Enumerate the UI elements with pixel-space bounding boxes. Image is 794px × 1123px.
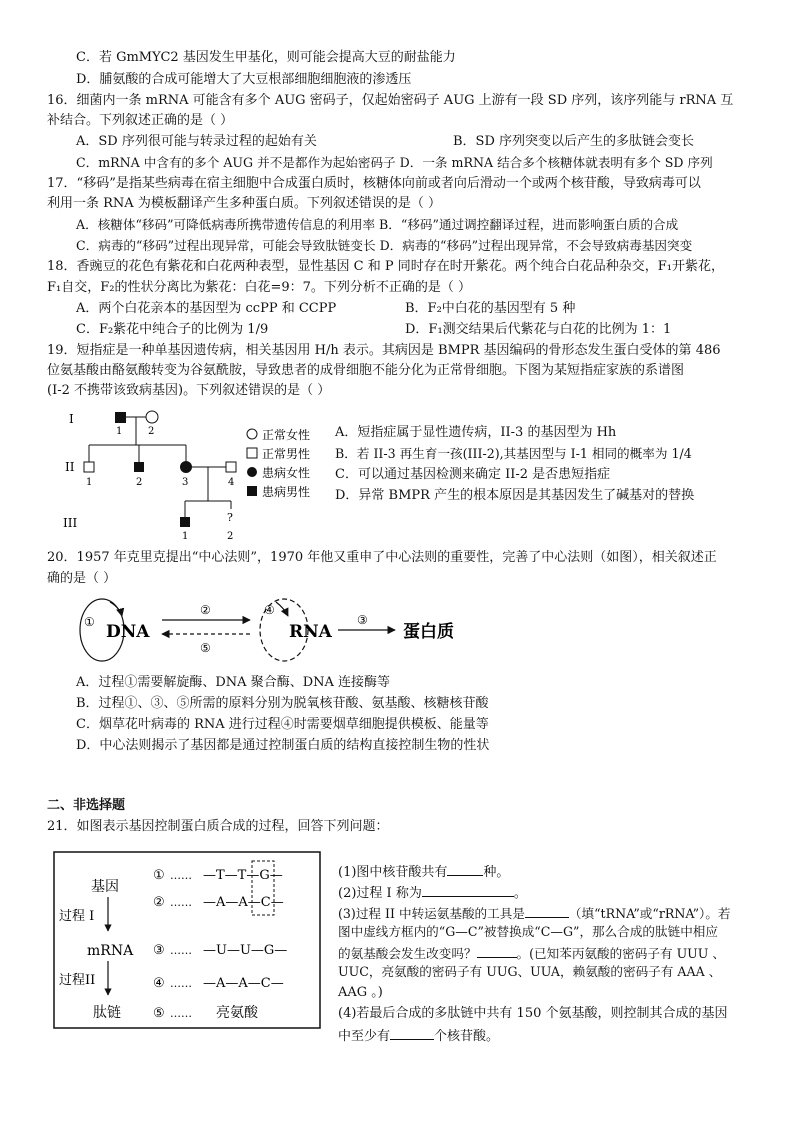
label-III2: 2 <box>227 531 234 542</box>
mrna-strand: —U—U—G— <box>203 943 288 958</box>
q20-option-b: B．过程①、③、⑤所需的原料分别为脱氧核苷酸、氨基酸、核糖核苷酸 <box>76 696 489 711</box>
q20-option-c: C．烟草花叶病毒的 RNA 进行过程④时需要烟草细胞提供模板、能量等 <box>76 717 489 732</box>
q19-stem-line1: 19．短指症是一种单基因遗传病，相关基因用 H/h 表示。其病因是 BMPR 基因编码的骨形态发生蛋白受体的第 486 <box>47 343 721 358</box>
q20-option-d: D．中心法则揭示了基因都是通过控制蛋白质的结构直接控制生物的性状 <box>76 738 490 753</box>
label-III1: 1 <box>182 531 189 542</box>
pedigree-I2-normal-female <box>146 411 158 423</box>
q17-stem-line2: 利用一条 RNA 为模板翻译产生多种蛋白质。下列叙述错误的是（ ） <box>47 196 441 211</box>
dna-strand-1: —T—T—G— <box>203 868 283 883</box>
q15-option-c: C．若 GmMYC2 基因发生甲基化，则可能会提高大豆的耐盐能力 <box>76 50 456 65</box>
q21-p2-text-a: (2)过程 I 称为 <box>338 886 422 901</box>
gene-expression-figure <box>53 851 323 1031</box>
q17-option-cd: C．病毒的“移码”过程出现异常，可能会导致肽链变长 D．病毒的“移码”过程出现异常，不会导致病毒基因突变 <box>76 238 693 253</box>
peptide-label: 肽链 <box>93 1005 121 1021</box>
q16-stem-line2: 补结合。下列叙述正确的是（ ） <box>47 113 234 128</box>
process-3-label: ③ <box>357 613 368 627</box>
q21-p3-text-d: 的氨基酸会发生改变吗？ <box>338 946 477 961</box>
mrna-label: mRNA <box>87 943 134 959</box>
pedigree-III1-affected-male <box>180 517 190 527</box>
pedigree-I1-affected-male <box>115 412 126 423</box>
q18-stem-line2: F₁自交，F₂的性状分离比为紫花：白花=9：7。下列分析不正确的是（ ） <box>47 280 472 295</box>
q19-option-a: A．短指症属于显性遗传病，II-3 的基因型为 Hh <box>335 425 617 440</box>
central-dogma-diagram <box>70 594 480 668</box>
q21-p2-text-b: 。 <box>513 886 527 901</box>
q19-stem-line3: (I-2 不携带该致病基因)。下列叙述错误的是（ ） <box>47 383 331 398</box>
q16-option-a: A．SD 序列很可能与转录过程的起始有关 <box>76 134 317 149</box>
row-1-dots: …… <box>170 869 192 882</box>
q21-part-4-line1: (4)若最后合成的多肽链中共有 150 个氨基酸，则控制其合成的基因 <box>338 1006 728 1021</box>
q17-stem-line1: 17．“移码”是指某些病毒在宿主细胞中合成蛋白质时，核糖体向前或者向后滑动一个或两个核苷酸，导致病毒可以 <box>47 176 701 191</box>
row-2-marker: ② <box>153 895 165 910</box>
label-II2: 2 <box>136 477 143 488</box>
row-3-marker: ③ <box>153 943 165 958</box>
generation-label-ii: II <box>65 460 75 474</box>
q21-p1-text-b: 种。 <box>483 865 510 880</box>
q21-part-3-line4: UUC，亮氨酸的密码子有 UUG、UUA，赖氨酸的密码子有 AAA 、 <box>338 964 722 979</box>
q21-p4-text-b: 中至少有 <box>338 1029 391 1044</box>
q20-stem-line2: 确的是（ ） <box>47 571 117 586</box>
row-2-dots: …… <box>170 896 192 909</box>
q18-option-b: B．F₂中白花的基因型有 5 种 <box>405 301 576 316</box>
legend-normal-male: 正常男性 <box>262 447 311 461</box>
label-II1: 1 <box>86 477 93 488</box>
row-4-marker: ④ <box>153 976 165 991</box>
pedigree-III2-unknown: ? <box>227 511 233 524</box>
pedigree-II3-affected-female <box>180 461 192 473</box>
legend-normal-male-icon <box>247 448 257 458</box>
process-1-label: ① <box>84 615 95 629</box>
q18-option-a: A．两个白花亲本的基因型为 ccPP 和 CCPP <box>76 301 337 316</box>
generation-label-i: I <box>69 412 74 426</box>
label-II4: 4 <box>228 477 235 488</box>
label-II3: 3 <box>182 477 189 488</box>
q20-option-a: A．过程①需要解旋酶、DNA 聚合酶、DNA 连接酶等 <box>76 675 391 690</box>
q21-part-3-line3 <box>338 943 725 963</box>
label-I2: 2 <box>148 426 155 437</box>
q19-stem-line2: 位氨基酸由酪氨酸转变为谷氨酰胺，导致患者的成骨细胞不能分化为正常骨细胞。下图为某短指症家族的系谱图 <box>47 363 685 378</box>
process-4-label: ④ <box>264 603 275 617</box>
dna-label: DNA <box>106 622 150 642</box>
q21-part-2 <box>338 882 527 903</box>
legend-normal-female: 正常女性 <box>262 428 311 442</box>
q16-option-cd: C．mRNA 中含有的多个 AUG 并不是都作为起始密码子 D．一条 mRNA 结合多个核糖体就表明有多个 SD 序列 <box>76 155 713 170</box>
pedigree-II1-normal-male <box>84 462 94 472</box>
q21-part-3-line5: AAG 。) <box>338 985 383 1000</box>
legend-affected-male-icon <box>247 486 257 496</box>
dna-strand-2: —A—A—C— <box>203 895 284 910</box>
pedigree-II4-normal-male <box>226 462 236 472</box>
q18-stem-line1: 18．香豌豆的花色有紫花和白花两种表型，显性基因 C 和 P 同时存在时开紫花。两个纯合白花品种杂交，F₁开紫花， <box>47 259 724 274</box>
q18-option-d: D．F₁测交结果后代紫花与白花的比例为 1：1 <box>405 322 672 337</box>
row-1-marker: ① <box>153 868 165 883</box>
pedigree-II2-affected-male <box>134 462 144 472</box>
q21-p4-answer-blank[interactable] <box>390 1025 434 1040</box>
q21-p3-text-b: （填“tRNA”或“rRNA”）。若 <box>568 906 731 921</box>
process-1-label: 过程 I <box>59 909 95 924</box>
q21-p1-answer-blank[interactable] <box>447 861 483 876</box>
q15-option-d: D．脯氨酸的合成可能增大了大豆根部细胞细胞液的渗透压 <box>76 72 412 87</box>
q21-p3-answer-blank-1[interactable] <box>525 903 569 918</box>
legend-normal-female-icon <box>247 429 257 439</box>
q21-part-3-line1 <box>338 903 731 923</box>
legend-affected-female-icon <box>247 467 257 477</box>
q21-p1-text-a: (1)图中核苷酸共有 <box>338 865 448 880</box>
row-4-dots: …… <box>170 977 192 990</box>
process-2-label: ② <box>200 603 211 617</box>
q19-option-c: C．可以通过基因检测来确定 II-2 是否患短指症 <box>335 467 611 482</box>
q17-option-ab: A．核糖体“移码”可降低病毒所携带遗传信息的利用率 B．“移码”通过调控翻译过程，进而影响蛋白质的合成 <box>76 217 679 232</box>
q21-p2-answer-blank[interactable] <box>422 882 514 897</box>
pedigree-chart <box>55 405 345 545</box>
generation-label-iii: III <box>63 516 78 530</box>
q19-option-d: D．异常 BMPR 产生的根本原因是其基因发生了碱基对的替换 <box>335 488 695 503</box>
q21-stem: 21．如图表示基因控制蛋白质合成的过程，回答下列问题： <box>47 819 389 834</box>
legend-affected-female: 患病女性 <box>262 466 311 480</box>
protein-label: 蛋白质 <box>403 622 454 642</box>
q21-p4-text-c: 个核苷酸。 <box>434 1029 500 1044</box>
q21-p3-text-a: (3)过程 II 中转运氨基酸的工具是 <box>338 906 525 921</box>
q21-part-4-line2 <box>338 1025 499 1046</box>
q21-part-3-line2: 图中虚线方框内的“G—C”被替换成“C—G”，那么合成的肽链中相应 <box>338 924 718 939</box>
section-2-title: 二、非选择题 <box>47 798 126 813</box>
row-3-dots: …… <box>170 944 192 957</box>
rna-label: RNA <box>289 622 332 642</box>
q18-option-c: C．F₂紫花中纯合子的比例为 1/9 <box>76 322 269 337</box>
q16-option-b: B．SD 序列突变以后产生的多肽链会变长 <box>453 134 695 149</box>
q21-p3-text-e: 。(已知苯丙氨酸的密码子有 UUU 、 <box>516 946 726 961</box>
trna-anticodon: —A—A—C— <box>203 976 284 991</box>
gene-label: 基因 <box>91 879 119 895</box>
process-2-label: 过程II <box>59 973 96 988</box>
row-5-marker: ⑤ <box>153 1006 165 1021</box>
legend-affected-male: 患病男性 <box>262 485 311 499</box>
process-5-label: ⑤ <box>200 641 211 655</box>
leucine-label: 亮氨酸 <box>216 1005 258 1021</box>
row-5-dots: …… <box>170 1007 192 1020</box>
q21-p3-answer-blank-2[interactable] <box>477 943 517 958</box>
q16-stem-line1: 16．细菌内一条 mRNA 可能含有多个 AUG 密码子，仅起始密码子 AUG 上游有一段 SD 序列，该序列能与 rRNA 互 <box>47 93 734 108</box>
q21-part-1 <box>338 861 509 882</box>
q20-stem-line1: 20．1957 年克里克提出“中心法则”，1970 年他又重申了中心法则的重要性，完善了中心法则（如图），相关叙述正 <box>47 550 717 565</box>
q19-option-b: B．若 II-3 再生育一孩(III-2),其基因型与 I-1 相同的概率为 1/4 <box>335 446 692 461</box>
label-I1: 1 <box>116 426 123 437</box>
